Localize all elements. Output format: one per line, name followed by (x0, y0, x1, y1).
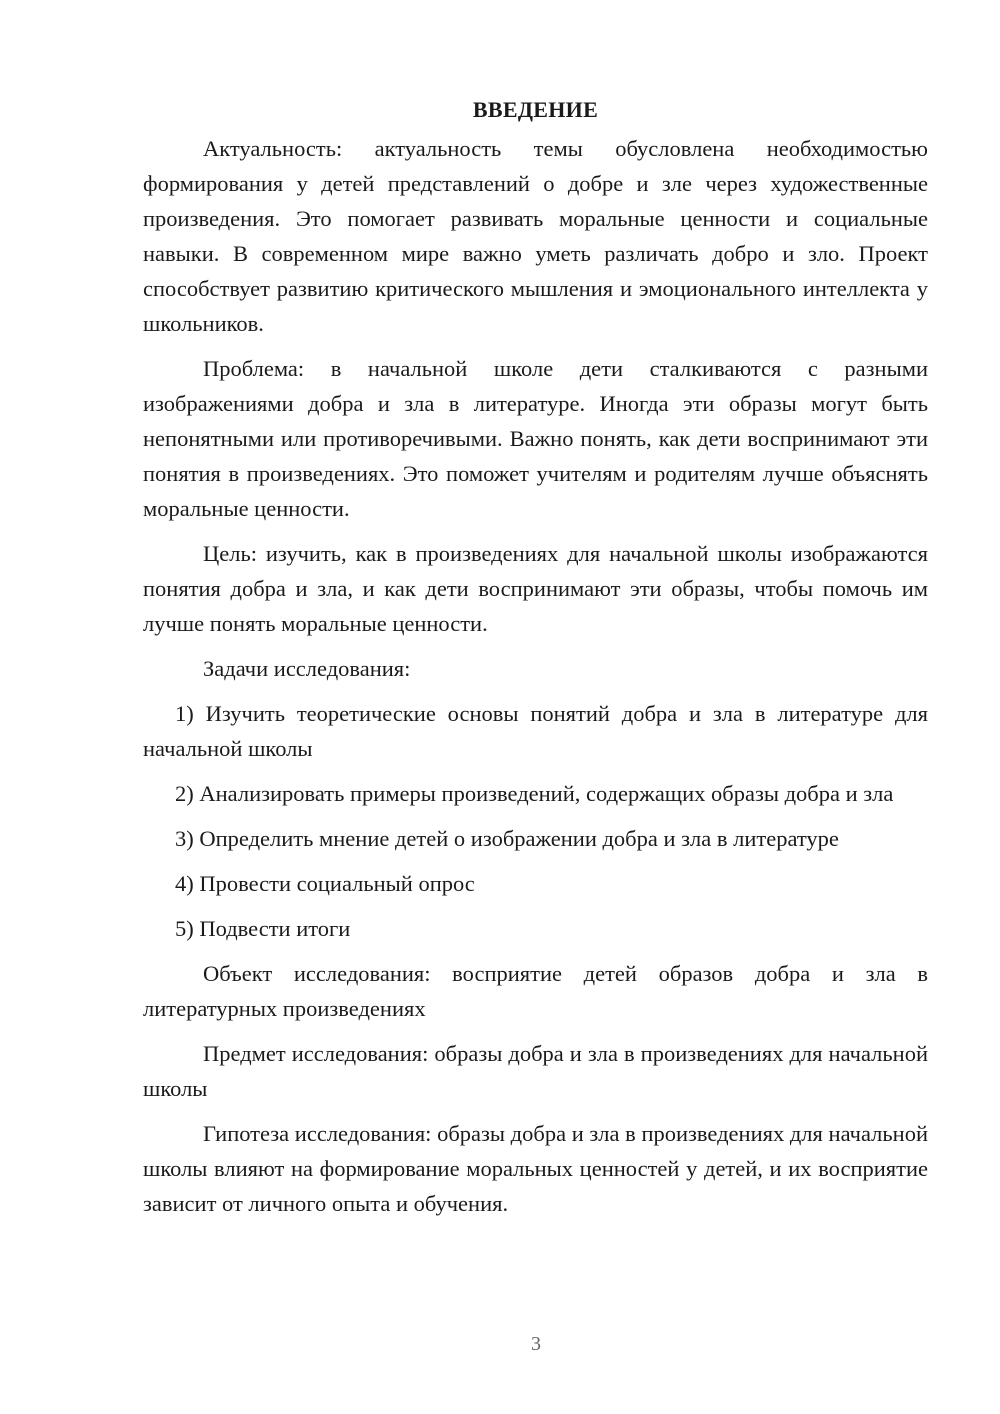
hypothesis-paragraph: Гипотеза исследования: образы добра и зла в произведениях для начальной школы влияют на формирование моральных ценностей у детей, и их восприятие зависит от личного опыта и обучения. (143, 1121, 928, 1216)
tasks-list (143, 696, 928, 946)
section-heading: ВВЕДЕНИЕ (472, 97, 599, 122)
task-item-3: 3) Определить мнение детей о изображении добра и зла в литературе (175, 826, 839, 851)
object-paragraph: Объект исследования: восприятие детей образов добра и зла в литературных произведениях (143, 961, 928, 1021)
tasks-title: Задачи исследования: (203, 656, 411, 681)
subject-paragraph: Предмет исследования: образы добра и зла в произведениях для начальной школы (143, 1041, 928, 1101)
task-item-1: 1) Изучить теоретические основы понятий добра и зла в литературе для начальной школы (143, 701, 928, 761)
relevance-paragraph: Актуальность: актуальность темы обусловлена необходимостью формирования у детей представлений о добре и зле через художественные произведения. Это помогает развивать моральные ценности и социальные навыки. В современном мире важно уметь различать добро и зло. Проект способствует развитию критического мышления и эмоционального интеллекта у школьников. (143, 136, 928, 336)
task-item-2: 2) Анализировать примеры произведений, содержащих образы добра и зла (175, 781, 894, 806)
problem-paragraph: Проблема: в начальной школе дети сталкиваются с разными изображениями добра и зла в литературе. Иногда эти образы могут быть непонятными или противоречивыми. Важно понять, как дети воспринимают эти понятия в произведениях. Это поможет учителям и родителям лучше объяснять моральные ценности. (143, 356, 928, 521)
goal-paragraph: Цель: изучить, как в произведениях для начальной школы изображаются понятия добра и зла, и как дети воспринимают эти образы, чтобы помочь им лучше понять моральные ценности. (143, 541, 928, 636)
task-item-4: 4) Провести социальный опрос (175, 871, 475, 896)
task-item-5: 5) Подвести итоги (175, 916, 351, 941)
document-page (143, 95, 928, 1231)
page-number: 3 (531, 1333, 541, 1355)
